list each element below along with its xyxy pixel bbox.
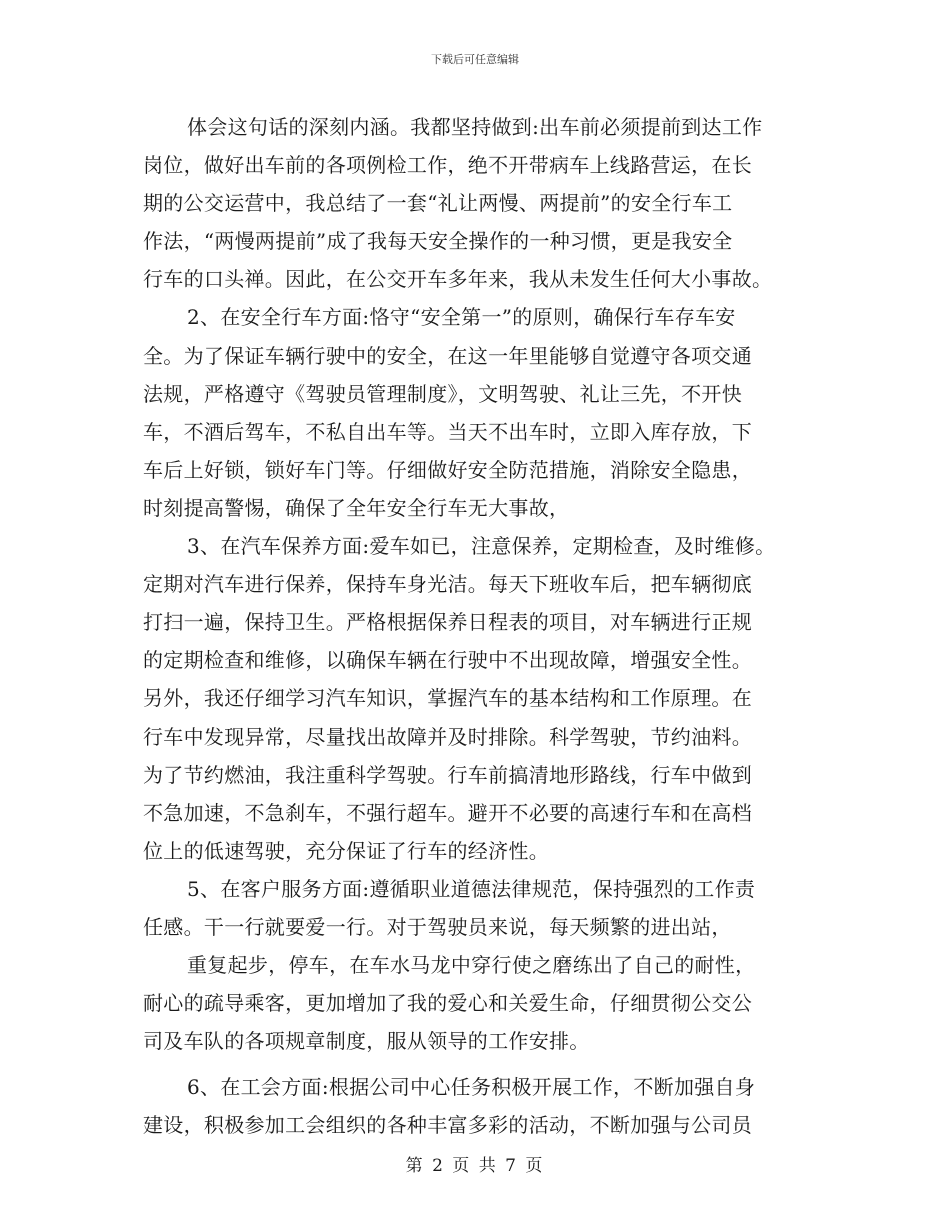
paragraph xyxy=(143,946,823,1060)
paragraph xyxy=(143,108,823,298)
paragraph xyxy=(143,1068,823,1144)
text-line: 作法，“两慢两提前”成了我每天安全操作的一种习惯，更是我安全 xyxy=(143,229,733,254)
text-line: 时刻提高警惕，确保了全年安全行车无大事故， xyxy=(143,495,570,520)
document-body xyxy=(143,108,823,1145)
text-line: 耐心的疏导乘客，更加增加了我的爱心和关爱生命，仔细贯彻公交公 xyxy=(143,991,752,1016)
text-line: 打扫一遍，保持卫生。严格根据保养日程表的项目，对车辆进行正规 xyxy=(143,610,752,635)
text-line: 体会这句话的深刻内涵。我都坚持做到:出车前必须提前到达工作 xyxy=(187,115,763,139)
page-number-footer: 第 2 页 共 7 页 xyxy=(405,1156,545,1176)
paragraph xyxy=(143,298,823,527)
text-line: 岗位，做好出车前的各项例检工作，绝不开带病车上线路营运，在长 xyxy=(143,153,752,178)
text-line: 定期对汽车进行保养，保持车身光洁。每天下班收车后，把车辆彻底 xyxy=(143,572,752,597)
text-line: 全。为了保证车辆行驶中的安全，在这一年里能够自觉遵守各项交通 xyxy=(143,343,752,368)
text-line: 期的公交运营中，我总结了一套“礼让两慢、两提前”的安全行车工 xyxy=(143,191,733,216)
text-line: 6、在工会方面:根据公司中心任务积极开展工作，不断加强自身 xyxy=(187,1075,756,1100)
paragraph xyxy=(143,527,823,870)
text-line: 任感。干一行就要爱一行。对于驾驶员来说，每天频繁的进出站， xyxy=(143,914,732,939)
text-line: 重复起步，停车，在车水马龙中穿行使之磨练出了自己的耐性， xyxy=(187,953,756,978)
text-line: 的定期检查和维修，以确保车辆在行驶中不出现故障，增强安全性。 xyxy=(143,648,752,673)
paragraph xyxy=(143,870,823,946)
text-line: 5、在客户服务方面:遵循职业道德法律规范，保持强烈的工作责 xyxy=(187,876,756,901)
text-line: 法规，严格遵守《驾驶员管理制度》，文明驾驶、礼让三先，不开快 xyxy=(143,381,742,406)
text-line: 行车中发现异常，尽量找出故障并及时排除。科学驾驶，节约油料。 xyxy=(143,724,752,749)
text-line: 司及车队的各项规章制度，服从领导的工作安排。 xyxy=(143,1029,590,1054)
text-line: 位上的低速驾驶，充分保证了行车的经济性。 xyxy=(143,838,549,863)
paragraph-gap xyxy=(143,1060,823,1068)
text-line: 行车的口头禅。因此，在公交开车多年来，我从未发生任何大小事故。 xyxy=(143,267,773,292)
text-line: 车，不酒后驾车，不私自出车等。当天不出车时，立即入库存放，下 xyxy=(143,419,752,444)
page-header: 下载后可任意编辑 xyxy=(431,53,519,66)
text-line: 不急加速，不急刹车，不强行超车。避开不必要的高速行车和在高档 xyxy=(143,800,752,825)
text-line: 建设，积极参加工会组织的各种丰富多彩的活动，不断加强与公司员 xyxy=(143,1113,752,1138)
text-line: 2、在安全行车方面:恪守“安全第一”的原则，确保行车存车安 xyxy=(187,305,736,330)
text-line: 为了节约燃油，我注重科学驾驶。行车前搞清地形路线，行车中做到 xyxy=(143,762,752,787)
text-line: 车后上好锁，锁好车门等。仔细做好安全防范措施，消除安全隐患， xyxy=(143,457,752,482)
text-line: 另外，我还仔细学习汽车知识，掌握汽车的基本结构和工作原理。在 xyxy=(143,686,752,711)
text-line: 3、在汽车保养方面:爱车如已，注意保养，定期检查，及时维修。 xyxy=(187,534,776,559)
